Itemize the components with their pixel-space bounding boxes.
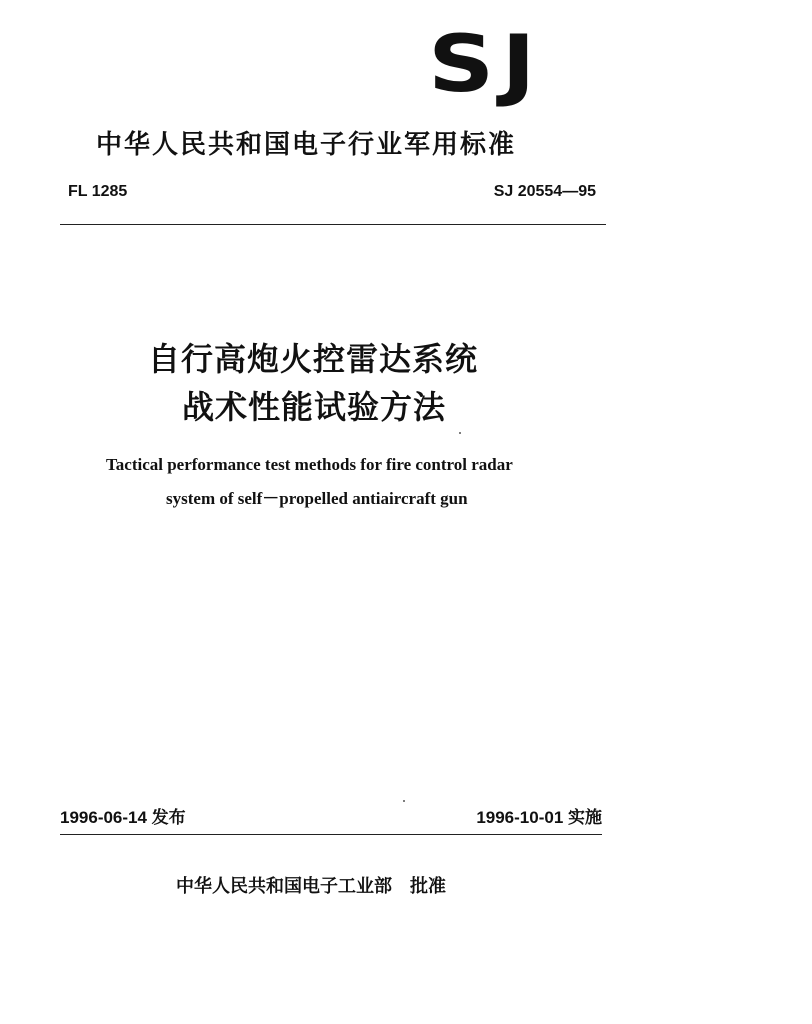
title-en-line-1: Tactical performance test methods for fire control radar [106, 455, 513, 474]
scan-speck [403, 800, 405, 802]
scan-speck [459, 432, 461, 434]
issue-date: 1996-06-14 发布 [60, 808, 186, 827]
title-cn-line-1: 自行高炮火控雷达系统 [148, 340, 479, 378]
title-cn-line-2: 战术性能试验方法 [182, 388, 447, 426]
standard-number: SJ 20554—95 [493, 183, 596, 200]
implementation-date: 1996-10-01 实施 [476, 808, 602, 827]
approving-authority [176, 872, 446, 898]
sj-logo: SJ [428, 20, 543, 110]
approval-word: 批准 [410, 876, 446, 897]
footer-divider [60, 834, 602, 835]
standard-category-title: 中华人民共和国电子行业军用标准 [96, 130, 517, 160]
classification-code: FL 1285 [68, 183, 128, 200]
title-en-line-2: system of self－propelled antiaircraft gun [166, 489, 468, 508]
approver-name: 中华人民共和国电子工业部 [176, 876, 392, 897]
header-divider [60, 224, 606, 225]
